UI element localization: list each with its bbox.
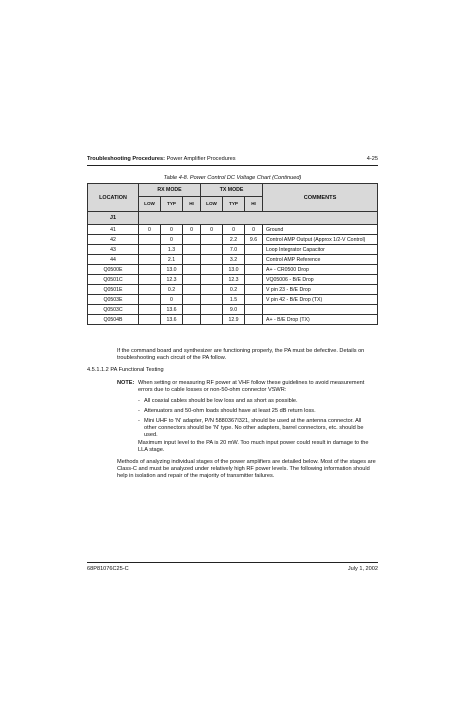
cell-tx-hi — [245, 315, 263, 325]
cell-rx-hi — [183, 265, 201, 275]
cell-rx-typ: 0.2 — [161, 285, 183, 295]
tx-mode-header: TX MODE — [201, 184, 263, 197]
cell-tx-low — [201, 275, 223, 285]
cell-rx-low — [139, 315, 161, 325]
cell-location: Q0501C — [88, 275, 139, 285]
cell-tx-typ: 12.3 — [223, 275, 245, 285]
note-text: When setting or measuring RF power at VHF follow these guidelines to avoid measurement errors due to cable losses or non-50-ohm connector VSWR: — [138, 380, 365, 394]
methods-paragraph: Methods of analyzing individual stages of the power amplifiers are detailed below. Most of the stages are Class-C and must be analyzed under relatively high RF power levels. The following information should help in isolation and repair of the majority of transmitter failures. — [117, 459, 376, 480]
cell-tx-hi — [245, 265, 263, 275]
bullet-text: Mini UHF to 'N' adapter, P/N 5880367I321, should be used at the antenna connector. All other connectors should be 'N' type. No other adapters, barrel connectors, etc. should be used. — [144, 418, 364, 439]
cell-tx-typ: 3.2 — [223, 255, 245, 265]
cell-tx-hi: 9.6 — [245, 235, 263, 245]
header-rule — [87, 165, 378, 166]
header-page-number: 4-25 — [366, 156, 378, 162]
cell-location: Q0501E — [88, 285, 139, 295]
cell-comment: A+ - B/E Drop (TX) — [263, 315, 378, 325]
rx-hi-header: HI — [183, 197, 201, 212]
cell-rx-low — [139, 245, 161, 255]
cell-tx-low — [201, 245, 223, 255]
max-input-text: Maximum input level to the PA is 20 mW. Too much input power could result in damage to the LLA stage. — [138, 440, 369, 454]
cell-rx-low — [139, 285, 161, 295]
bullet-dash: - — [138, 418, 140, 424]
note-label: NOTE: — [117, 380, 135, 386]
voltage-chart-table — [87, 183, 378, 325]
table-row — [88, 285, 378, 295]
bullet-dash: - — [138, 398, 140, 404]
cell-tx-hi — [245, 255, 263, 265]
cell-rx-low — [139, 265, 161, 275]
cell-rx-typ: 13.6 — [161, 315, 183, 325]
cell-rx-hi — [183, 295, 201, 305]
cell-location: Q0503E — [88, 295, 139, 305]
table-row — [88, 225, 378, 235]
comments-header: COMMENTS — [263, 184, 378, 212]
cell-rx-low: 0 — [139, 225, 161, 235]
footer-date: July 1, 2002 — [347, 566, 378, 572]
tx-hi-header: HI — [245, 197, 263, 212]
cell-tx-hi — [245, 295, 263, 305]
header-section-bold: Troubleshooting Procedures: — [87, 156, 166, 162]
cell-rx-hi: 0 — [183, 225, 201, 235]
cell-location: Q0503C — [88, 305, 139, 315]
table-head-row-1 — [88, 184, 378, 197]
cell-rx-typ: 13.6 — [161, 305, 183, 315]
cell-comment: Control AMP Output (Approx 1/2-V Control) — [263, 235, 378, 245]
cell-tx-typ: 0.2 — [223, 285, 245, 295]
cell-tx-hi — [245, 245, 263, 255]
table-row — [88, 255, 378, 265]
cell-rx-hi — [183, 245, 201, 255]
cell-comment — [263, 305, 378, 315]
table-row — [88, 315, 378, 325]
table-row — [88, 245, 378, 255]
table-row — [88, 295, 378, 305]
cell-rx-typ: 0 — [161, 225, 183, 235]
cell-tx-low — [201, 305, 223, 315]
bullet-text: Attenuators and 50-ohm loads should have at least 25 dB return loss. — [144, 408, 316, 414]
cell-rx-hi — [183, 315, 201, 325]
cell-rx-hi — [183, 305, 201, 315]
cell-comment: Ground — [263, 225, 378, 235]
cell-location: 42 — [88, 235, 139, 245]
table-caption: Table 4-8. Power Control DC Voltage Chart (Continued) — [163, 175, 302, 181]
cell-comment: V pin 42 - B/E Drop (TX) — [263, 295, 378, 305]
cell-tx-typ: 7.0 — [223, 245, 245, 255]
cell-tx-low — [201, 285, 223, 295]
cell-tx-low: 0 — [201, 225, 223, 235]
cell-tx-hi — [245, 305, 263, 315]
cell-location: 41 — [88, 225, 139, 235]
cell-tx-low — [201, 315, 223, 325]
cell-rx-low — [139, 305, 161, 315]
cell-location: Q0504B — [88, 315, 139, 325]
cell-comment: Control AMP Reference — [263, 255, 378, 265]
section-heading: 4.5.1.1.2 PA Functional Testing — [87, 367, 164, 373]
cell-tx-typ: 1.5 — [223, 295, 245, 305]
table-row — [88, 305, 378, 315]
bullet-text: All coaxial cables should be low loss and as short as possible. — [144, 398, 298, 404]
cell-rx-low — [139, 235, 161, 245]
cell-rx-typ: 0 — [161, 235, 183, 245]
cell-rx-hi — [183, 235, 201, 245]
bullet-dash: - — [138, 408, 140, 414]
page-header — [87, 156, 378, 162]
cell-tx-typ: 0 — [223, 225, 245, 235]
cell-tx-typ: 9.0 — [223, 305, 245, 315]
cell-rx-low — [139, 255, 161, 265]
cell-comment: V pin 23 - B/E Drop — [263, 285, 378, 295]
rx-low-header: LOW — [139, 197, 161, 212]
tx-low-header: LOW — [201, 197, 223, 212]
cell-tx-typ: 13.0 — [223, 265, 245, 275]
page-footer — [87, 566, 378, 572]
cell-rx-low — [139, 295, 161, 305]
cell-comment: A+ - CR0500 Drop — [263, 265, 378, 275]
j1-header-fill — [139, 212, 378, 225]
table-row — [88, 265, 378, 275]
cell-tx-typ: 12.9 — [223, 315, 245, 325]
table-row — [88, 235, 378, 245]
cell-comment: VQ05006 - B/E Drop — [263, 275, 378, 285]
table-head-row-j1 — [88, 212, 378, 225]
cell-tx-low — [201, 265, 223, 275]
cell-rx-typ: 1.3 — [161, 245, 183, 255]
cell-tx-hi — [245, 285, 263, 295]
cell-rx-hi — [183, 285, 201, 295]
cell-tx-low — [201, 295, 223, 305]
location-header: LOCATION — [88, 184, 139, 212]
table-row — [88, 275, 378, 285]
cell-location: Q0500E — [88, 265, 139, 275]
footer-doc-number: 68P81076C25-C — [87, 566, 129, 572]
cell-tx-typ: 2.2 — [223, 235, 245, 245]
cell-rx-typ: 0 — [161, 295, 183, 305]
cell-rx-hi — [183, 255, 201, 265]
rx-typ-header: TYP — [161, 197, 183, 212]
tx-typ-header: TYP — [223, 197, 245, 212]
cell-tx-low — [201, 255, 223, 265]
footer-rule — [87, 562, 378, 563]
cell-tx-hi — [245, 275, 263, 285]
cell-rx-low — [139, 275, 161, 285]
cell-rx-typ: 2.1 — [161, 255, 183, 265]
j1-header: J1 — [88, 212, 139, 225]
cell-comment: Loop Integrator Capacitor — [263, 245, 378, 255]
rx-mode-header: RX MODE — [139, 184, 201, 197]
cell-location: 44 — [88, 255, 139, 265]
header-section — [87, 156, 236, 162]
cell-location: 43 — [88, 245, 139, 255]
paragraph-pa-defective: If the command board and synthesizer are functioning properly, the PA must be defective. Details on troubleshooting each circuit of the PA follow. — [117, 348, 365, 362]
cell-rx-hi — [183, 275, 201, 285]
cell-tx-low — [201, 235, 223, 245]
header-section-rest: Power Amplifier Procedures — [165, 156, 236, 162]
cell-rx-typ: 13.0 — [161, 265, 183, 275]
cell-rx-typ: 12.3 — [161, 275, 183, 285]
cell-tx-hi: 0 — [245, 225, 263, 235]
